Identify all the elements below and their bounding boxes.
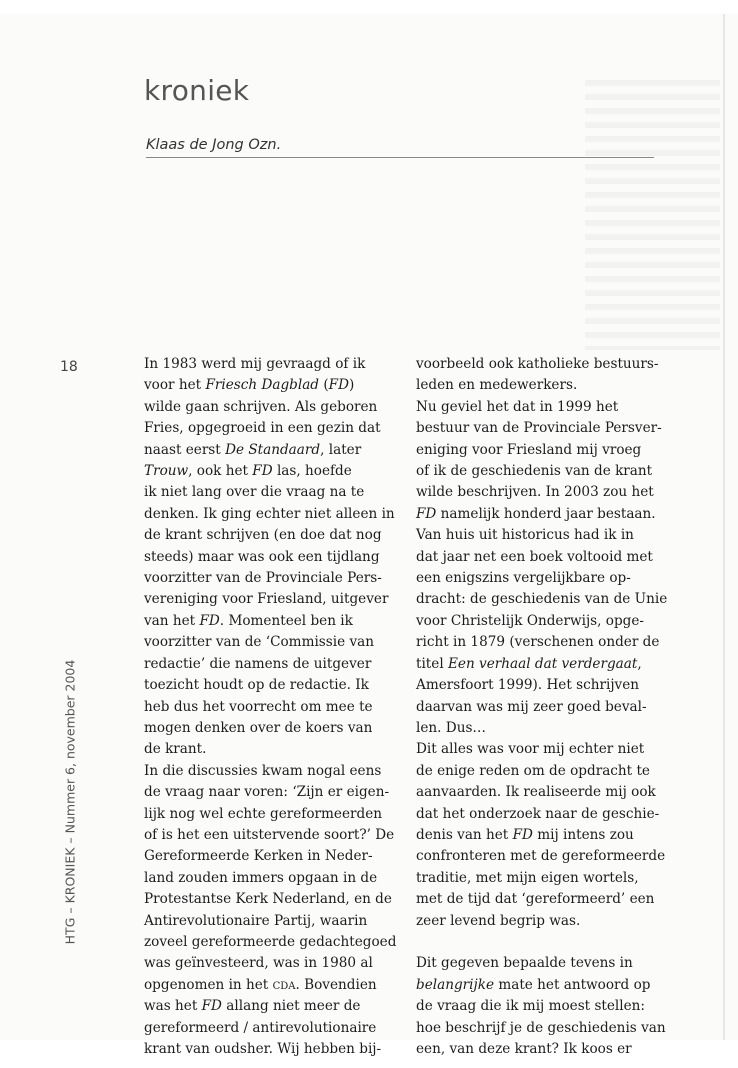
text-line: Gereformeerde Kerken in Neder-	[144, 848, 373, 865]
text-line: confronteren met de gereformeerde	[416, 848, 666, 865]
scan-top-margin	[0, 0, 738, 14]
text-line: de enige reden om de opdracht te	[416, 762, 650, 779]
text-line: de vraag die ik mij moest stellen:	[416, 998, 646, 1015]
running-footer: HTG – KRONIEK – Nummer 6, november 2004	[62, 659, 78, 945]
text-line: In 1983 werd mij gevraagd of ik	[144, 356, 366, 372]
text-line: dat het onderzoek naar de geschie-	[416, 805, 660, 822]
text-line: daarvan was mij zeer goed beval-	[416, 698, 647, 715]
text-line: krant van oudsher. Wij hebben bij-	[144, 1041, 382, 1057]
page-number: 18	[60, 359, 78, 375]
text-line: titel Een verhaal dat verdergaat,	[416, 655, 642, 672]
text-line: eniging voor Friesland mij vroeg	[416, 441, 642, 458]
text-line: Antirevolutionaire Partij, waarin	[144, 912, 368, 929]
text-line: van het FD. Momenteel ben ik	[144, 612, 353, 629]
text-line: dat jaar net een boek voltooid met	[416, 548, 653, 565]
text-line: de krant schrijven (en doe dat nog	[144, 527, 382, 544]
page-edge	[723, 14, 725, 1040]
text-line: lijk nog wel echte gereformeerden	[144, 805, 383, 822]
text-line: naast eerst De Standaard, later	[144, 441, 362, 458]
paragraph-gap	[416, 932, 666, 953]
section-title: kroniek	[144, 74, 250, 107]
author-divider	[146, 157, 654, 158]
text-line: Dit gegeven bepaalde tevens in	[416, 955, 633, 972]
text-line: zoveel gereformeerde gedachtegoed	[144, 933, 397, 950]
text-line: steeds) maar was ook een tijdlang	[144, 548, 380, 565]
text-line: In die discussies kwam nogal eens	[144, 762, 382, 779]
text-line: wilde gaan schrijven. Als geboren	[144, 398, 378, 415]
text-line: traditie, met mijn eigen wortels,	[416, 869, 639, 886]
text-line: heb dus het voorrecht om mee te	[144, 698, 373, 715]
text-line: de krant.	[144, 741, 207, 758]
text-line: zeer levend begrip was.	[416, 912, 581, 929]
text-line: len. Dus…	[416, 719, 487, 736]
text-line: denken. Ik ging echter niet alleen in	[144, 505, 395, 522]
text-line: de vraag naar voren: ‘Zijn er eigen-	[144, 784, 390, 801]
text-line: Trouw, ook het FD las, hoefde	[144, 463, 352, 480]
text-line: denis van het FD mij intens zou	[416, 826, 634, 843]
text-line: FD namelijk honderd jaar bestaan.	[416, 505, 656, 522]
show-through-text	[585, 80, 720, 350]
text-line: dracht: de geschiedenis van de Unie	[416, 591, 668, 608]
text-line: was het FD allang niet meer de	[144, 998, 361, 1015]
text-line: voorzitter van de ‘Commissie van	[144, 634, 375, 651]
article-column-right	[416, 354, 666, 1060]
text-line: redactie’ die namens de uitgever	[144, 655, 372, 672]
text-line: wilde beschrijven. In 2003 zou het	[416, 484, 654, 501]
text-line: gereformeerd / antirevolutionaire	[144, 1019, 377, 1036]
text-line: leden en medewerkers.	[416, 377, 578, 394]
article-column-left	[144, 354, 397, 1060]
text-line: hoe beschrijf je de geschiedenis van	[416, 1019, 666, 1036]
text-line: vereniging voor Friesland, uitgever	[144, 591, 389, 608]
text-line: voor het Friesch Dagblad (FD)	[144, 377, 355, 394]
text-line: voorzitter van de Provinciale Pers-	[144, 570, 382, 587]
text-line: of is het een uitstervende soort?’ De	[144, 826, 395, 843]
author-name: Klaas de Jong Ozn.	[146, 137, 282, 153]
text-line: voorbeeld ook katholieke bestuurs-	[416, 356, 659, 372]
text-line: was geïnvesteerd, was in 1980 al	[144, 955, 373, 972]
text-line: richt in 1879 (verschenen onder de	[416, 634, 660, 651]
text-line: een, van deze krant? Ik koos er	[416, 1040, 632, 1057]
text-line: ik niet lang over die vraag na te	[144, 484, 365, 501]
text-line: bestuur van de Provinciale Persver-	[416, 420, 662, 437]
text-line: voor Christelijk Onderwijs, opge-	[416, 612, 645, 629]
text-line: Protestantse Kerk Nederland, en de	[144, 891, 392, 908]
text-line: met de tijd dat ‘gereformeerd’ een	[416, 891, 655, 908]
text-line: of ik de geschiedenis van de krant	[416, 463, 653, 480]
text-line: mogen denken over de koers van	[144, 719, 373, 736]
text-line: Fries, opgegroeid in een gezin dat	[144, 420, 381, 437]
text-line: belangrijke mate het antwoord op	[416, 976, 651, 993]
text-line: toezicht houdt op de redactie. Ik	[144, 677, 369, 694]
text-line: Nu geviel het dat in 1999 het	[416, 398, 619, 415]
text-line: Van huis uit historicus had ik in	[416, 527, 634, 544]
text-line: Dit alles was voor mij echter niet	[416, 741, 645, 758]
text-line: opgenomen in het cda. Bovendien	[144, 976, 377, 993]
text-line: een enigszins vergelijkbare op-	[416, 570, 631, 587]
text-line: aanvaarden. Ik realiseerde mij ook	[416, 784, 656, 801]
text-line: Amersfoort 1999). Het schrijven	[416, 677, 640, 694]
text-line: land zouden immers opgaan in de	[144, 869, 378, 886]
